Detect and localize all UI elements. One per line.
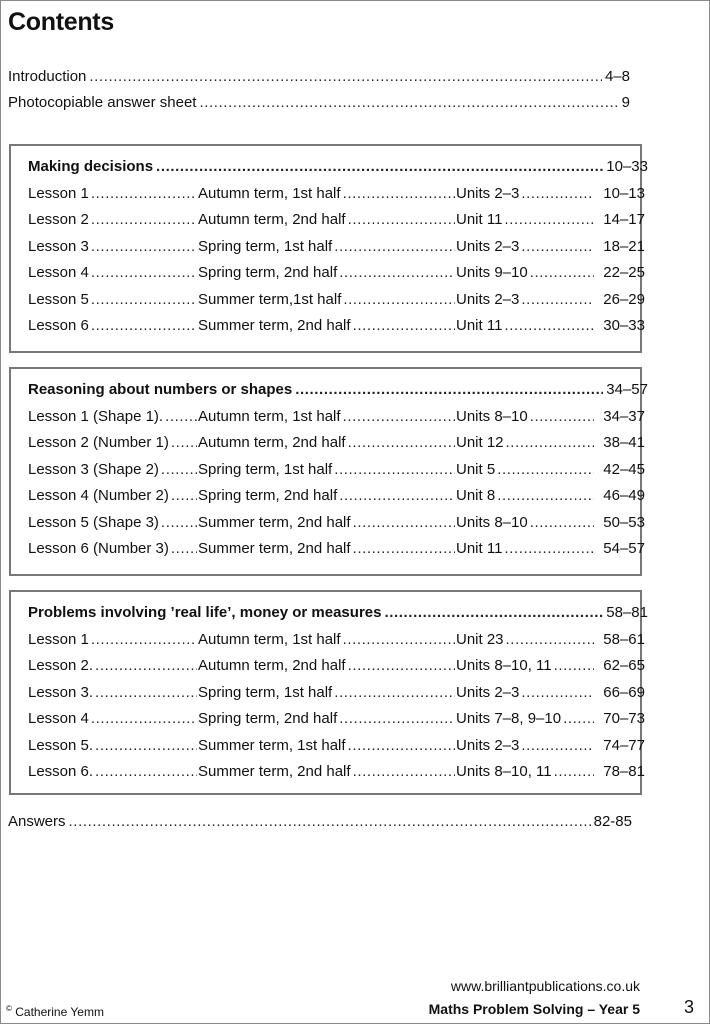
toc-entry-label: Photocopiable answer sheet: [8, 94, 197, 111]
lesson-row[interactable]: [28, 185, 648, 203]
lesson-pages-cell: [588, 710, 645, 728]
lesson-name-cell: [28, 540, 198, 558]
lesson-units: Units 8–10: [456, 513, 528, 531]
leader-dots: [348, 211, 455, 229]
leader-dots: [156, 158, 603, 176]
lesson-term-cell: [198, 657, 456, 675]
section-box-real-life-problems: [9, 590, 648, 795]
leader-dots: [497, 461, 594, 479]
lesson-row[interactable]: [28, 737, 648, 755]
leader-dots: [343, 185, 455, 203]
section-heading: Reasoning about numbers or shapes: [28, 381, 293, 398]
leader-dots: [348, 737, 455, 755]
lesson-pages-cell: [588, 631, 645, 649]
leader-dots: [353, 317, 455, 335]
lesson-term-cell: [198, 264, 456, 282]
lesson-pages: 70–73: [603, 710, 645, 727]
leader-dots: [530, 514, 594, 532]
lesson-row[interactable]: [28, 264, 648, 282]
lesson-name-cell: [28, 408, 198, 426]
lesson-name-cell: [28, 684, 198, 702]
lesson-units-cell: [456, 317, 595, 335]
publisher-url[interactable]: www.brilliantpublications.co.uk: [450, 978, 640, 994]
lesson-units-cell: [456, 737, 595, 755]
lesson-term-cell: [198, 710, 456, 728]
leader-dots: [339, 487, 455, 505]
section-pages: 34–57: [606, 381, 648, 398]
lesson-term: Summer term, 1st half: [198, 736, 346, 754]
lesson-pages: 54–57: [603, 540, 645, 557]
leader-dots: [91, 238, 197, 256]
lesson-term-cell: [198, 317, 456, 335]
lesson-row[interactable]: [28, 710, 648, 728]
lesson-term: Summer term, 2nd half: [198, 763, 351, 780]
lesson-pages-cell: [588, 540, 645, 558]
lesson-pages-cell: [588, 185, 645, 203]
leader-dots: [530, 264, 594, 282]
lesson-pages-cell: [588, 657, 645, 675]
lesson-pages-cell: [588, 434, 645, 452]
lesson-units: Unit 11: [456, 540, 503, 557]
lesson-term-cell: [198, 211, 456, 229]
lesson-row[interactable]: [28, 317, 648, 335]
lesson-units: Unit 11: [456, 211, 503, 228]
lesson-row[interactable]: [28, 434, 648, 452]
toc-entry-answer-sheet[interactable]: [8, 94, 630, 112]
lesson-name: Lesson 2: [28, 211, 89, 228]
lesson-units-cell: [456, 514, 595, 532]
lesson-name-cell: [28, 514, 198, 532]
lesson-pages-cell: [588, 737, 645, 755]
lesson-pages-cell: [588, 763, 645, 781]
leader-dots: [343, 408, 455, 426]
lesson-term: Summer term, 2nd half: [198, 513, 351, 531]
lesson-units: Unit 11: [456, 317, 503, 334]
lesson-pages: 50–53: [603, 513, 645, 531]
lesson-name: Lesson 3 (Shape 2): [28, 460, 159, 478]
section-heading-row[interactable]: [28, 158, 648, 176]
lesson-pages: 78–81: [603, 763, 645, 780]
lesson-term-cell: [198, 461, 456, 479]
lesson-name: Lesson 2 (Number 1): [28, 434, 169, 451]
lesson-units-cell: [456, 540, 595, 558]
leader-dots: [530, 408, 594, 426]
leader-dots: [521, 737, 594, 755]
leader-dots: [353, 763, 455, 781]
lesson-name: Lesson 1: [28, 630, 89, 648]
lesson-pages: 38–41: [603, 434, 645, 451]
author-name: Catherine Yemm: [15, 1005, 104, 1019]
lesson-units: Units 2–3: [456, 683, 520, 701]
lesson-term: Autumn term, 1st half: [198, 184, 341, 202]
lesson-pages-cell: [588, 461, 645, 479]
leader-dots: [165, 408, 197, 426]
leader-dots: [171, 434, 197, 452]
lesson-units-cell: [456, 185, 595, 203]
lesson-name-cell: [28, 631, 198, 649]
lesson-term: Autumn term, 2nd half: [198, 434, 346, 451]
leader-dots: [497, 487, 594, 505]
lesson-term: Autumn term, 1st half: [198, 630, 341, 648]
lesson-term-cell: [198, 514, 456, 532]
lesson-units-cell: [456, 487, 595, 505]
lesson-units: Units 8–10: [456, 407, 528, 425]
leader-dots: [171, 540, 197, 558]
lesson-name: Lesson 6.: [28, 763, 94, 780]
leader-dots: [521, 684, 594, 702]
leader-dots: [161, 461, 197, 479]
lesson-name: Lesson 3: [28, 237, 89, 255]
lesson-term-cell: [198, 540, 456, 558]
lesson-name-cell: [28, 461, 198, 479]
leader-dots: [69, 813, 591, 831]
lesson-units-cell: [456, 461, 595, 479]
lesson-units-cell: [456, 238, 595, 256]
lesson-units-cell: [456, 291, 595, 309]
leader-dots: [91, 631, 197, 649]
lesson-row[interactable]: [28, 684, 648, 702]
lesson-units-cell: [456, 631, 595, 649]
leader-dots: [89, 68, 602, 86]
lesson-pages-cell: [588, 684, 645, 702]
lesson-name: Lesson 2.: [28, 657, 94, 674]
leader-dots: [171, 487, 197, 505]
lesson-units-cell: [456, 657, 595, 675]
lesson-row[interactable]: [28, 540, 648, 558]
lesson-name-cell: [28, 264, 198, 282]
section-pages: 58–81: [606, 604, 648, 621]
leader-dots: [334, 684, 455, 702]
lesson-pages-cell: [588, 211, 645, 229]
lesson-pages-cell: [588, 238, 645, 256]
lesson-name: Lesson 4: [28, 710, 89, 727]
lesson-term-cell: [198, 434, 456, 452]
lesson-units-cell: [456, 684, 595, 702]
lesson-pages-cell: [588, 408, 645, 426]
leader-dots: [521, 238, 594, 256]
lesson-term: Spring term, 1st half: [198, 460, 333, 478]
lesson-pages: 62–65: [603, 657, 645, 674]
lesson-units-cell: [456, 264, 595, 282]
leader-dots: [339, 264, 455, 282]
lesson-units: Units 2–3: [456, 736, 520, 754]
lesson-term-cell: [198, 291, 456, 309]
lesson-units: Unit 12: [456, 434, 504, 451]
lesson-pages: 34–37: [603, 407, 645, 425]
lesson-pages: 26–29: [603, 290, 645, 308]
section-heading-row[interactable]: [28, 381, 648, 399]
toc-entry-label: Answers: [8, 813, 66, 830]
lesson-term-cell: [198, 631, 456, 649]
leader-dots: [91, 291, 197, 309]
lesson-term-cell: [198, 238, 456, 256]
lesson-pages-cell: [588, 317, 645, 335]
lesson-name: Lesson 4: [28, 264, 89, 281]
lesson-pages-cell: [588, 264, 645, 282]
leader-dots: [334, 461, 455, 479]
lesson-term-cell: [198, 408, 456, 426]
lesson-name: Lesson 5: [28, 290, 89, 308]
lesson-pages-cell: [588, 291, 645, 309]
lesson-term: Spring term, 2nd half: [198, 264, 338, 281]
lesson-name: Lesson 1 (Shape 1).: [28, 407, 164, 425]
section-box-making-decisions: [9, 144, 648, 353]
book-title: Maths Problem Solving – Year 5: [428, 1001, 640, 1017]
lesson-row[interactable]: [28, 408, 648, 426]
lesson-name-cell: [28, 763, 198, 781]
lesson-name: Lesson 5 (Shape 3): [28, 513, 159, 531]
lesson-term-cell: [198, 737, 456, 755]
leader-dots: [95, 737, 197, 755]
leader-dots: [295, 381, 603, 399]
lesson-term-cell: [198, 487, 456, 505]
leader-dots: [343, 291, 455, 309]
lesson-term: Summer term,1st half: [198, 290, 342, 308]
leader-dots: [504, 317, 594, 335]
leader-dots: [334, 238, 455, 256]
lesson-units-cell: [456, 434, 595, 452]
section-heading-row[interactable]: [28, 604, 648, 622]
leader-dots: [91, 264, 197, 282]
lesson-row[interactable]: [28, 631, 648, 649]
leader-dots: [91, 317, 197, 335]
lesson-term-cell: [198, 763, 456, 781]
leader-dots: [91, 211, 197, 229]
lesson-row[interactable]: [28, 211, 648, 229]
leader-dots: [343, 631, 455, 649]
lesson-name-cell: [28, 211, 198, 229]
lesson-pages: 30–33: [603, 317, 645, 334]
lesson-name: Lesson 5.: [28, 736, 94, 754]
lesson-units-cell: [456, 763, 595, 781]
lesson-pages: 74–77: [603, 736, 645, 754]
lesson-units: Units 9–10: [456, 264, 528, 281]
lesson-row[interactable]: [28, 461, 648, 479]
lesson-units: Unit 5: [456, 460, 496, 478]
copyright-symbol: ©: [6, 1004, 12, 1013]
lesson-name: Lesson 4 (Number 2): [28, 487, 169, 504]
toc-entry-pages: 82-85: [593, 813, 632, 830]
leader-dots: [506, 631, 594, 649]
leader-dots: [353, 514, 455, 532]
lesson-pages: 14–17: [603, 211, 645, 228]
toc-entry-answers[interactable]: [8, 813, 632, 831]
lesson-name-cell: [28, 185, 198, 203]
leader-dots: [95, 657, 197, 675]
lesson-units-cell: [456, 408, 595, 426]
lesson-row[interactable]: [28, 291, 648, 309]
lesson-units: Units 2–3: [456, 237, 520, 255]
lesson-row[interactable]: [28, 763, 648, 781]
page-number: 3: [684, 997, 695, 1017]
lesson-pages-cell: [588, 514, 645, 532]
lesson-name-cell: [28, 710, 198, 728]
leader-dots: [348, 434, 455, 452]
leader-dots: [91, 710, 197, 728]
lesson-term: Spring term, 1st half: [198, 237, 333, 255]
lesson-name-cell: [28, 317, 198, 335]
section-heading: Making decisions: [28, 158, 154, 175]
leader-dots: [348, 657, 455, 675]
lesson-units: Units 8–10, 11: [456, 763, 552, 780]
leader-dots: [504, 211, 594, 229]
lesson-term: Autumn term, 2nd half: [198, 211, 346, 228]
lesson-pages: 66–69: [603, 683, 645, 701]
lesson-term: Spring term, 2nd half: [198, 487, 338, 504]
lesson-name-cell: [28, 238, 198, 256]
lesson-term: Spring term, 2nd half: [198, 710, 338, 727]
leader-dots: [199, 94, 618, 112]
lesson-pages: 22–25: [603, 264, 645, 281]
leader-dots: [95, 763, 197, 781]
lesson-term: Spring term, 1st half: [198, 683, 333, 701]
leader-dots: [91, 185, 197, 203]
lesson-units-cell: [456, 211, 595, 229]
lesson-term-cell: [198, 684, 456, 702]
lesson-pages: 10–13: [603, 184, 645, 202]
leader-dots: [161, 514, 197, 532]
toc-entry-pages: 4–8: [604, 68, 630, 85]
lesson-name-cell: [28, 657, 198, 675]
section-pages: 10–33: [606, 158, 648, 175]
section-heading: Problems involving ’real life’, money or measures: [28, 604, 382, 621]
toc-entry-label: Introduction: [8, 68, 87, 85]
lesson-term: Autumn term, 1st half: [198, 407, 341, 425]
lesson-name: Lesson 6: [28, 317, 89, 334]
lesson-name-cell: [28, 737, 198, 755]
lesson-units: Unit 8: [456, 487, 496, 504]
lesson-name-cell: [28, 434, 198, 452]
lesson-name: Lesson 6 (Number 3): [28, 540, 169, 557]
lesson-units: Units 7–8, 9–10: [456, 710, 562, 727]
lesson-pages: 18–21: [603, 237, 645, 255]
lesson-units: Unit 23: [456, 630, 504, 648]
lesson-units-cell: [456, 710, 595, 728]
leader-dots: [506, 434, 594, 452]
leader-dots: [504, 540, 594, 558]
lesson-units: Units 2–3: [456, 184, 520, 202]
lesson-row[interactable]: [28, 657, 648, 675]
leader-dots: [384, 604, 603, 622]
copyright-notice: [6, 1004, 104, 1019]
lesson-term: Autumn term, 2nd half: [198, 657, 346, 674]
lesson-pages: 42–45: [603, 460, 645, 478]
lesson-units: Units 8–10, 11: [456, 657, 552, 674]
leader-dots: [521, 291, 594, 309]
lesson-term-cell: [198, 185, 456, 203]
lesson-term: Summer term, 2nd half: [198, 540, 351, 557]
lesson-row[interactable]: [28, 514, 648, 532]
toc-entry-pages: 9: [621, 94, 630, 111]
lesson-name-cell: [28, 487, 198, 505]
section-box-reasoning: [9, 367, 648, 576]
toc-entry-introduction[interactable]: [8, 68, 630, 86]
lesson-name: Lesson 1: [28, 184, 89, 202]
lesson-row[interactable]: [28, 487, 648, 505]
lesson-units: Units 2–3: [456, 290, 520, 308]
lesson-pages-cell: [588, 487, 645, 505]
leader-dots: [353, 540, 455, 558]
lesson-pages: 46–49: [603, 487, 645, 504]
lesson-term: Summer term, 2nd half: [198, 317, 351, 334]
lesson-name-cell: [28, 291, 198, 309]
lesson-row[interactable]: [28, 238, 648, 256]
lesson-pages: 58–61: [603, 630, 645, 648]
leader-dots: [521, 185, 594, 203]
lesson-name: Lesson 3.: [28, 683, 94, 701]
leader-dots: [339, 710, 455, 728]
leader-dots: [95, 684, 197, 702]
page-title: Contents: [8, 8, 114, 36]
